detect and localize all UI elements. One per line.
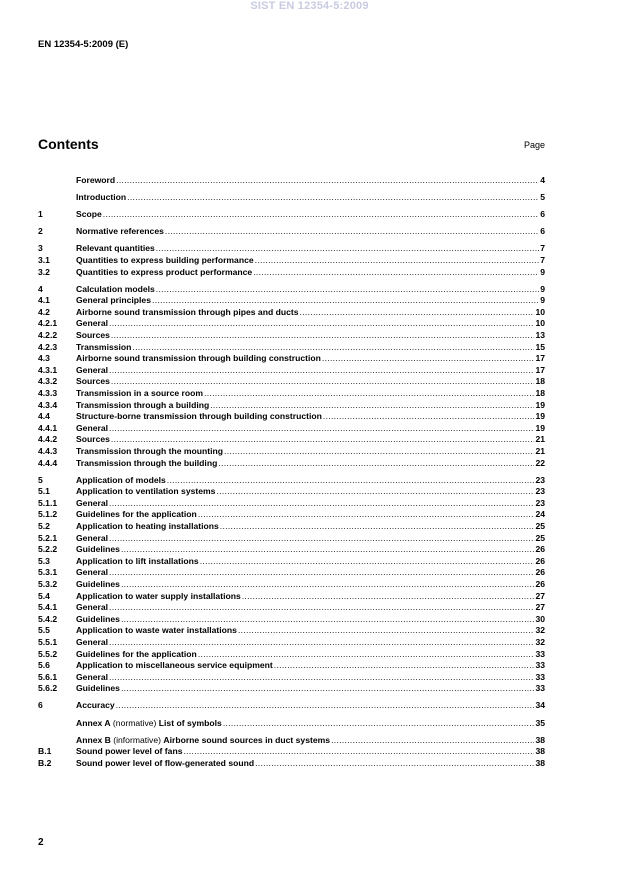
toc-entry-page: 23	[535, 486, 545, 497]
toc-entry-number: 5.1.2	[38, 509, 58, 520]
toc-entry-page: 30	[535, 613, 545, 624]
toc-leader-dots	[322, 353, 535, 365]
toc-entry-number: 5.6.1	[38, 671, 58, 682]
toc-leader-dots	[121, 683, 535, 695]
toc-entry[interactable]	[38, 521, 545, 533]
toc-entry-page: 26	[535, 544, 545, 555]
toc-entry-title-text: General	[76, 364, 109, 375]
toc-entry[interactable]	[38, 614, 545, 626]
toc-entry-title	[76, 192, 126, 204]
toc-entry-page: 38	[535, 746, 545, 757]
toc-leader-dots	[183, 746, 534, 758]
toc-leader-dots	[109, 365, 534, 377]
toc-entry-title-text: Application to lift installations	[76, 555, 199, 566]
toc-entry[interactable]	[38, 498, 545, 510]
toc-entry-page: 17	[535, 364, 545, 375]
toc-entry-number: 5.4.1	[38, 602, 58, 613]
toc-entry-number: 4.2	[38, 306, 50, 317]
toc-entry-number: 3.1	[38, 254, 50, 265]
toc-entry-title	[76, 591, 241, 603]
toc-entry-title-text: Annex A	[76, 717, 111, 728]
toc-entry-title	[76, 660, 273, 672]
toc-entry-title-text: Sources	[76, 330, 110, 341]
toc-entry-title-text: Transmission	[76, 341, 132, 352]
toc-leader-dots	[103, 209, 539, 221]
toc-entry-page: 10	[535, 306, 545, 317]
page-column-header: Page	[523, 140, 545, 150]
toc-leader-dots	[111, 330, 535, 342]
toc-entry[interactable]	[38, 735, 545, 747]
toc-entry-title	[76, 226, 164, 238]
toc-entry-title-text: Annex B	[76, 734, 111, 745]
toc-entry-title-text: Airborne sound transmission through pipes and ducts	[76, 306, 299, 317]
toc-entry-title	[76, 243, 155, 255]
toc-entry-title	[76, 284, 155, 296]
toc-entry[interactable]	[38, 307, 545, 319]
toc-leader-dots	[167, 475, 535, 487]
toc-entry-number: 4.4.4	[38, 457, 58, 468]
toc-entry-page: 24	[535, 509, 545, 520]
toc-entry[interactable]	[38, 342, 545, 354]
toc-entry[interactable]	[38, 318, 545, 330]
toc-entry-title-text: Sources	[76, 434, 110, 445]
toc-entry-page: 13	[535, 330, 545, 341]
toc-entry-page: 35	[535, 717, 545, 728]
toc-entry[interactable]	[38, 475, 545, 487]
toc-leader-dots	[223, 718, 535, 730]
toc-entry-title	[76, 295, 151, 307]
toc-entry-page: 7	[540, 243, 545, 254]
toc-leader-dots	[210, 400, 534, 412]
toc-entry-page: 27	[535, 602, 545, 613]
toc-entry-title	[76, 342, 131, 354]
toc-entry-number: 4.3.2	[38, 376, 58, 387]
toc-leader-dots	[109, 602, 534, 614]
toc-entry-title-text: Transmission through a building	[76, 399, 210, 410]
toc-entry[interactable]	[38, 458, 545, 470]
toc-entry-number: 5.1	[38, 486, 50, 497]
toc-entry-title	[76, 388, 203, 400]
toc-entry-title-text: General	[76, 671, 109, 682]
toc-entry[interactable]	[38, 209, 545, 221]
toc-entry-title	[76, 579, 120, 591]
toc-entry[interactable]	[38, 660, 545, 672]
toc-entry-page: 9	[540, 266, 545, 277]
toc-entry-number: 4.2.1	[38, 318, 58, 329]
toc-entry-page: 26	[535, 555, 545, 566]
toc-leader-dots	[132, 342, 534, 354]
toc-leader-dots	[242, 591, 535, 603]
toc-leader-dots	[253, 267, 539, 279]
toc-entry-title-text: Transmission through the mounting	[76, 445, 224, 456]
toc-entry-number: 4.4.2	[38, 434, 58, 445]
toc-entry-title-text: General	[76, 422, 109, 433]
toc-leader-dots	[109, 318, 534, 330]
toc-entry-number: 4.2.2	[38, 330, 58, 341]
toc-entry-page: 32	[535, 625, 545, 636]
toc-entry[interactable]	[38, 175, 545, 187]
toc-entry-annex-type: (normative)	[110, 717, 159, 728]
toc-entry-title-text: Guidelines for the application	[76, 509, 197, 520]
toc-leader-dots	[204, 388, 534, 400]
toc-entry-title-text: Guidelines	[76, 544, 120, 555]
toc-entry-title-text: Relevant quantities	[76, 243, 155, 254]
toc-entry-title	[76, 544, 120, 556]
toc-leader-dots	[198, 649, 535, 661]
toc-entry-title	[76, 365, 108, 377]
toc-entry-title	[76, 637, 108, 649]
toc-entry[interactable]	[38, 649, 545, 661]
toc-entry[interactable]	[38, 544, 545, 556]
toc-entry[interactable]	[38, 486, 545, 498]
toc-entry-annex-type: (informative)	[110, 734, 164, 745]
toc-entry[interactable]	[38, 718, 545, 730]
toc-entry-title	[76, 318, 108, 330]
toc-entry[interactable]	[38, 330, 545, 342]
toc-entry-title-text: General principles	[76, 295, 151, 306]
toc-entry-title	[76, 411, 322, 423]
toc-entry-title	[76, 353, 321, 365]
toc-entry-number: 5.6	[38, 660, 50, 671]
toc-entry[interactable]	[38, 243, 545, 255]
toc-entry-number: 5	[38, 474, 43, 485]
watermark: SIST EN 12354-5:2009	[250, 0, 369, 12]
toc-leader-dots	[255, 758, 534, 770]
toc-entry-page: 33	[535, 648, 545, 659]
toc-entry-title	[76, 735, 330, 747]
toc-entry-number: 5.5.1	[38, 636, 58, 647]
toc-entry-page: 32	[535, 636, 545, 647]
toc-entry[interactable]	[38, 672, 545, 684]
toc-entry-page: 25	[535, 521, 545, 532]
toc-entry-page: 6	[540, 209, 545, 220]
toc-entry-number: 6	[38, 700, 43, 711]
toc-entry-title	[76, 458, 217, 470]
toc-entry-title	[76, 758, 254, 770]
toc-entry-page: 26	[535, 567, 545, 578]
toc-entry-title-text: Guidelines	[76, 683, 120, 694]
toc-entry-number: 4.3.4	[38, 399, 58, 410]
toc-entry-title	[76, 625, 237, 637]
toc-entry-title	[76, 614, 120, 626]
toc-entry-title-text: Guidelines	[76, 579, 120, 589]
toc-entry[interactable]	[38, 255, 545, 267]
toc-entry-title	[76, 567, 108, 579]
toc-leader-dots	[121, 544, 535, 556]
toc-entry-number: 5.3.2	[38, 579, 58, 589]
toc-leader-dots	[274, 660, 535, 672]
toc-entry[interactable]	[38, 376, 545, 388]
toc-entry[interactable]	[38, 411, 545, 423]
toc-leader-dots	[218, 458, 534, 470]
toc-entry-page: 18	[535, 388, 545, 398]
toc-leader-dots	[109, 533, 534, 545]
toc-entry-number: 4.4	[38, 411, 50, 422]
toc-leader-dots	[331, 735, 534, 747]
toc-entry-number: 5.2.1	[38, 532, 58, 543]
toc-entry-page: 15	[535, 341, 545, 352]
toc-leader-dots	[111, 434, 535, 446]
toc-entry[interactable]	[38, 683, 545, 695]
toc-entry-title	[76, 746, 182, 758]
toc-entry-title	[76, 255, 254, 267]
toc-entry-title	[76, 683, 120, 695]
toc-entry[interactable]	[38, 388, 545, 400]
toc-entry-title-text: General	[76, 602, 109, 613]
toc-entry-title	[76, 672, 108, 684]
toc-entry-page: 25	[535, 532, 545, 543]
toc-entry-title	[76, 533, 108, 545]
toc-leader-dots	[116, 175, 539, 187]
toc-leader-dots	[109, 567, 534, 579]
toc-entry-title-text: Application of models	[76, 474, 166, 485]
toc-leader-dots	[109, 423, 534, 435]
toc-entry-title-text: Accuracy	[76, 700, 115, 711]
toc-entry-title	[76, 509, 197, 521]
toc-entry-title-text: Structure-borne transmission through building construction	[76, 411, 322, 422]
toc-entry-page: 17	[535, 353, 545, 364]
toc-entry[interactable]	[38, 567, 545, 579]
toc-entry-title-text: Guidelines for the application	[76, 648, 197, 659]
toc-leader-dots	[323, 411, 535, 423]
toc-entry-title-text: Introduction	[76, 192, 127, 203]
toc-entry-page: 7	[540, 254, 545, 265]
toc-entry-title	[76, 556, 199, 568]
toc-entry-title	[76, 475, 166, 487]
toc-entry-number: 2	[38, 226, 43, 237]
toc-entry-number: 5.2	[38, 521, 50, 532]
toc-entry-title	[76, 175, 115, 187]
toc-entry-title-text: Transmission in a source room	[76, 388, 204, 398]
toc-entry-number: 5.3.1	[38, 567, 58, 578]
toc-entry-page: 9	[540, 295, 545, 306]
toc-leader-dots	[165, 226, 539, 238]
toc-entry-title	[76, 330, 110, 342]
toc-entry-number: 3.2	[38, 266, 50, 277]
toc-entry[interactable]	[38, 353, 545, 365]
toc-entry-title-text: General	[76, 567, 109, 578]
toc-leader-dots	[255, 255, 540, 267]
toc-entry-title	[76, 649, 197, 661]
toc-entry-page: 18	[535, 376, 545, 387]
toc-entry-title-text: Quantities to express product performance	[76, 266, 253, 277]
toc-entry-page: 26	[535, 579, 545, 589]
toc-entry-title	[76, 521, 219, 533]
toc-entry-title	[76, 307, 299, 319]
toc-entry-title-text: Application to waste water installations	[76, 625, 237, 636]
toc-entry-title-text: Scope	[76, 209, 102, 220]
toc-entry-page: 34	[535, 700, 545, 711]
toc-entry-title-text: Sources	[76, 376, 110, 387]
toc-entry-page: 38	[535, 757, 545, 768]
toc-entry-title	[76, 434, 110, 446]
toc-entry-number: 1	[38, 209, 43, 220]
toc-entry-title-text: General	[76, 497, 109, 508]
toc-entry-title	[76, 376, 110, 388]
toc-entry[interactable]	[38, 226, 545, 238]
toc-leader-dots	[116, 700, 535, 712]
toc-entry-page: 19	[535, 422, 545, 433]
toc-entry-number: 5.5	[38, 625, 50, 636]
toc-entry[interactable]	[38, 746, 545, 758]
toc-entry-title-text: General	[76, 318, 109, 329]
toc-entry[interactable]	[38, 267, 545, 279]
toc-leader-dots	[300, 307, 535, 319]
toc-entry-number: 4.1	[38, 295, 50, 306]
toc-leader-dots	[200, 556, 535, 568]
toc-entry[interactable]	[38, 602, 545, 614]
toc-entry-number: 4	[38, 283, 43, 294]
toc-entry-title-text: Sound power level of fans	[76, 746, 183, 757]
toc-leader-dots	[111, 376, 535, 388]
toc-entry[interactable]	[38, 533, 545, 545]
toc-entry-title-text: Quantities to express building performance	[76, 254, 254, 265]
toc-entry-number: 4.4.1	[38, 422, 58, 433]
toc-entry-number: 4.2.3	[38, 341, 58, 352]
toc-entry-number: 4.3.1	[38, 364, 58, 375]
toc-entry-title-text: Application to water supply installations	[76, 590, 241, 601]
toc-entry-number: 4.3.3	[38, 388, 58, 398]
toc-entry-page: 19	[535, 399, 545, 410]
toc-leader-dots	[220, 521, 535, 533]
toc-entry-number: 4.4.3	[38, 445, 58, 456]
toc-entry[interactable]	[38, 295, 545, 307]
toc-entry-title-text: General	[76, 636, 109, 647]
toc-entry-number: 3	[38, 243, 43, 254]
toc-leader-dots	[156, 284, 539, 296]
toc-entry-annex-title: List of symbols	[158, 717, 222, 728]
toc-entry-page: 27	[535, 590, 545, 601]
toc-entry-title-text: Application to heating installations	[76, 521, 219, 532]
toc-entry[interactable]	[38, 700, 545, 712]
toc-leader-dots	[127, 192, 539, 204]
toc-entry-annex-title: Airborne sound sources in duct systems	[163, 734, 331, 745]
toc-entry[interactable]	[38, 637, 545, 649]
toc-entry-page: 6	[540, 226, 545, 237]
toc-entry-title-text: Application to ventilation systems	[76, 486, 216, 497]
toc-entry-title	[76, 486, 215, 498]
toc-entry[interactable]	[38, 400, 545, 412]
toc-leader-dots	[198, 509, 535, 521]
toc-entry-title-text: Sound power level of flow-generated sound	[76, 757, 255, 768]
toc-entry[interactable]	[38, 192, 545, 204]
toc-entry-page: 21	[535, 434, 545, 445]
toc-entry[interactable]	[38, 758, 545, 770]
toc-entry[interactable]	[38, 509, 545, 521]
toc-entry-number: 5.6.2	[38, 683, 58, 694]
toc-entry[interactable]	[38, 284, 545, 296]
toc-entry-number: 4.3	[38, 353, 50, 364]
toc-leader-dots	[109, 498, 534, 510]
toc-leader-dots	[109, 637, 534, 649]
toc-entry-number: 5.1.1	[38, 497, 58, 508]
table-of-contents	[38, 175, 545, 769]
toc-entry-page: 23	[535, 497, 545, 508]
toc-entry[interactable]	[38, 625, 545, 637]
toc-entry-title-text: Guidelines	[76, 613, 120, 624]
toc-entry-page: 22	[535, 457, 545, 468]
toc-entry-title	[76, 423, 108, 435]
toc-entry-number: 5.2.2	[38, 544, 58, 555]
toc-entry[interactable]	[38, 434, 545, 446]
toc-entry[interactable]	[38, 423, 545, 435]
toc-entry[interactable]	[38, 591, 545, 603]
toc-entry-page: 33	[535, 671, 545, 682]
toc-entry[interactable]	[38, 556, 545, 568]
toc-entry-title-text: General	[76, 532, 109, 543]
toc-entry-title-text: Application to miscellaneous service equipment	[76, 660, 273, 671]
footer-page-number: 2	[38, 837, 44, 848]
toc-entry-page: 23	[535, 474, 545, 485]
toc-entry-title	[76, 446, 223, 458]
contents-heading: Contents	[38, 136, 99, 152]
toc-entry-title-text: Transmission through the building	[76, 457, 218, 468]
document-id: EN 12354-5:2009 (E)	[38, 39, 129, 50]
toc-entry-title	[76, 602, 108, 614]
toc-entry-title	[76, 209, 102, 221]
toc-entry-title	[76, 267, 252, 279]
toc-leader-dots	[216, 486, 534, 498]
toc-entry-title-text: Foreword	[76, 175, 116, 185]
toc-entry-number: 5.3	[38, 555, 50, 566]
toc-leader-dots	[121, 614, 535, 626]
toc-entry-page: 5	[540, 192, 545, 203]
toc-entry-number: 5.5.2	[38, 648, 58, 659]
toc-leader-dots	[224, 446, 534, 458]
toc-entry-title	[76, 400, 209, 412]
toc-entry-title-text: Calculation models	[76, 283, 155, 294]
toc-entry-page: 10	[535, 318, 545, 329]
toc-entry-number: 5.4	[38, 590, 50, 601]
toc-entry-number: B.2	[38, 757, 52, 768]
toc-entry-title-text: Airborne sound transmission through building construction	[76, 353, 321, 364]
toc-entry-title	[76, 700, 115, 712]
toc-entry[interactable]	[38, 365, 545, 377]
toc-entry-title-text: Normative references	[76, 226, 164, 237]
toc-entry-page: 19	[535, 411, 545, 422]
toc-leader-dots	[109, 672, 534, 684]
toc-entry[interactable]	[38, 579, 545, 591]
toc-leader-dots	[152, 295, 539, 307]
toc-entry-page: 33	[535, 660, 545, 671]
toc-entry[interactable]	[38, 446, 545, 458]
toc-entry-page: 21	[535, 445, 545, 456]
toc-entry-page: 33	[535, 683, 545, 694]
toc-entry-page: 38	[535, 734, 545, 745]
toc-leader-dots	[121, 579, 535, 591]
toc-leader-dots	[156, 243, 539, 255]
toc-entry-title	[76, 718, 222, 730]
toc-entry-title	[76, 498, 108, 510]
toc-entry-number: 5.4.2	[38, 613, 58, 624]
toc-leader-dots	[238, 625, 535, 637]
toc-entry-number: B.1	[38, 746, 52, 757]
toc-entry-page: 4	[540, 175, 545, 185]
toc-entry-page: 9	[540, 283, 545, 294]
